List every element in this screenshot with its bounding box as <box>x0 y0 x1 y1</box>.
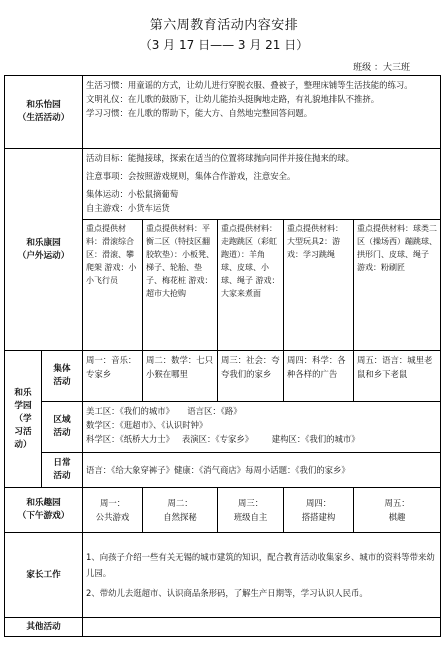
outdoor-goal: 活动目标：能抛接球，探索在适当的位置将球抛向同伴并接住抛来的球。 <box>86 153 355 163</box>
outdoor-content <box>83 149 441 220</box>
outdoor-free: 自主游戏：小货车运货 <box>86 203 170 213</box>
row-parents <box>5 533 441 618</box>
outdoor-zone: 重点提供材料：平衡二区（特技区翻胶软垫）：小板凳、梯子、轮胎、垫子、梅花桩 游戏：超市大抢购 <box>143 220 218 351</box>
outdoor-label: 和乐康园 （户外运动） <box>5 149 83 351</box>
page-title: 第六周教育活动内容安排 <box>149 18 299 33</box>
fun-day: 周三： 班级自主 <box>218 488 284 533</box>
regional-line: 数学区：《逛超市》、《认识时钟》 <box>86 420 208 430</box>
regional-line: 科学区：《纸桥大力士》 表演区：《专家乡》 建构区：《我们的城市》 <box>86 434 360 444</box>
parents-label: 家长工作 <box>5 533 83 618</box>
date-range: （3 月 17 日—— 3 月 21 日） <box>139 38 309 52</box>
parents-item: 2、带幼儿去逛超市、认识商品条形码，了解生产日期等，学习认识人民币。 <box>86 588 368 598</box>
life-line: 生活习惯：用童谣的方式，让幼儿进行穿脱衣服、叠被子，整理床铺等生活技能的练习。 <box>86 80 413 90</box>
outdoor-zone: 重点提供材料：球类二区（操场西）蹦跳球、拱形门、皮球、绳子 游戏：粉刷匠 <box>354 220 441 351</box>
row-other <box>5 618 441 637</box>
fun-day: 周一： 公共游戏 <box>83 488 143 533</box>
outdoor-zone: 重点提供材料：走跑跳区（彩虹跑道）：羊角球、皮球、小球、绳子 游戏：大家来煮面 <box>218 220 284 351</box>
regional-content <box>83 402 441 453</box>
schedule-table <box>4 75 441 637</box>
collective-label: 集体 活动 <box>42 351 83 402</box>
fun-label: 和乐趣园 （下午游戏） <box>5 488 83 533</box>
fun-day: 周四： 搭搭建构 <box>284 488 354 533</box>
collective-day: 周五：语言：城里老鼠和乡下老鼠 <box>354 351 441 402</box>
row-outdoor <box>5 149 441 220</box>
outdoor-zone: 重点提供材料：大型玩具2：游戏：学习跳绳 <box>284 220 354 351</box>
parents-content <box>83 533 441 618</box>
life-content <box>83 76 441 149</box>
other-label: 其他活动 <box>5 618 83 637</box>
life-line: 学习习惯：在儿歌的帮助下，能大方、自然地完整回答问题。 <box>86 108 313 118</box>
regional-label: 区域 活动 <box>42 402 83 453</box>
fun-day: 周五： 棋趣 <box>354 488 441 533</box>
collective-day: 周三：社会：夸夸我们的家乡 <box>218 351 284 402</box>
daily-content: 语言：《给大象穿裤子》健康：《消气商店》每周小话题：《我们的家乡》 <box>83 453 441 488</box>
other-content <box>83 618 441 637</box>
outdoor-group: 集体运动：小松鼠摘葡萄 <box>86 189 179 199</box>
row-study-collective <box>5 351 441 402</box>
collective-day: 周四：科学：各种各样的广告 <box>284 351 354 402</box>
class-label: 班级 ：大三班 <box>353 63 410 73</box>
row-life <box>5 76 441 149</box>
life-label: 和乐怡园 （生活活动） <box>5 76 83 149</box>
outdoor-notice: 注意事项：会按照游戏规则，集体合作游戏，注意安全。 <box>86 171 296 181</box>
row-study-regional <box>5 402 441 453</box>
collective-day: 周二：数学：七只小猴在哪里 <box>143 351 218 402</box>
row-fun <box>5 488 441 533</box>
collective-day: 周一：音乐：专家乡 <box>83 351 143 402</box>
parents-item: 1、向孩子介绍一些有关无锡的城市建筑的知识，配合教育活动收集家乡、城市的资料等带来幼儿园。 <box>86 552 435 578</box>
row-study-daily <box>5 453 441 488</box>
daily-label: 日常 活动 <box>42 453 83 488</box>
life-line: 文明礼仪：在儿歌的鼓励下，让幼儿能抬头挺胸地走路，有礼貌地排队不推挤。 <box>86 94 380 104</box>
study-label: 和乐 学园 （学 习活 动） <box>5 351 42 488</box>
fun-day: 周二： 自然探秘 <box>143 488 218 533</box>
outdoor-zone: 重点提供材料：滑滚综合区：滑滚、攀爬架 游戏：小小飞行员 <box>83 220 143 351</box>
regional-line: 美工区：《我们的城市》 语言区：《路》 <box>86 406 242 416</box>
